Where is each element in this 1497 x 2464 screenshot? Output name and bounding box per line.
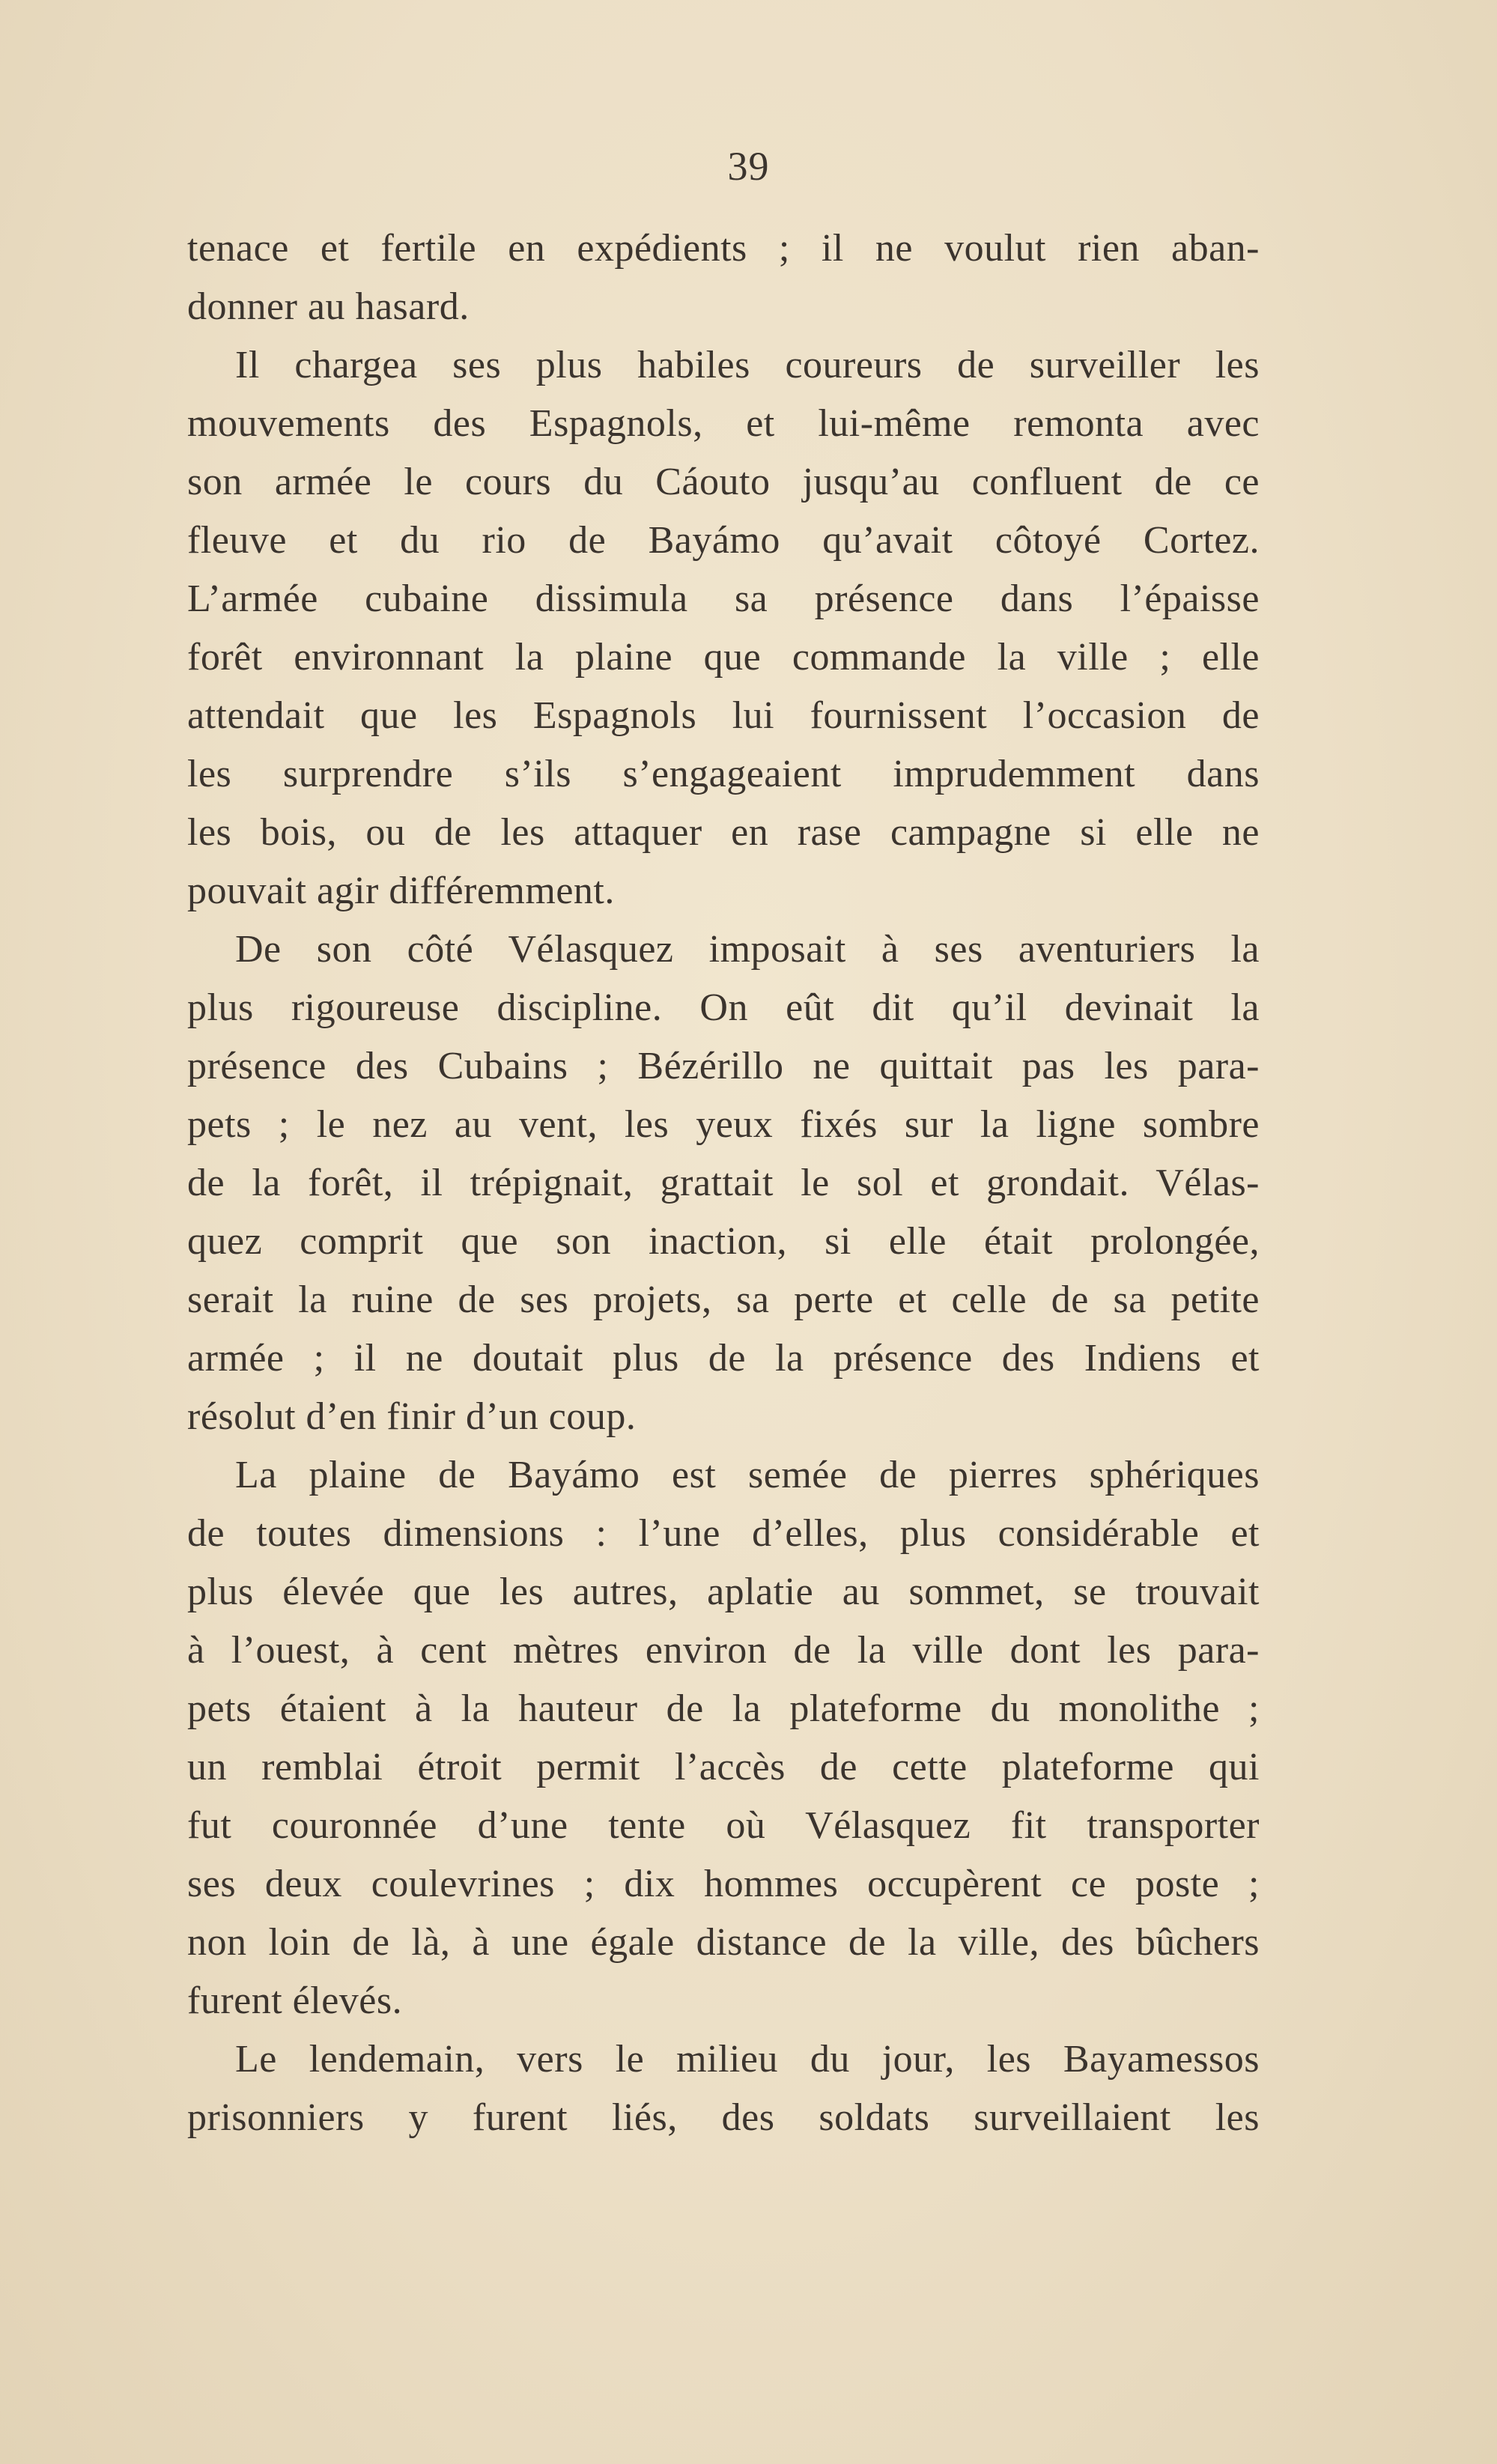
text-line: quez comprit que son inaction, si elle était prolongée, — [187, 1220, 1260, 1263]
text-line: armée ; il ne doutait plus de la présence des Indiens et — [187, 1337, 1260, 1380]
text-line: fut couronnée d’une tente où Vélasquez fit transporter — [187, 1804, 1260, 1847]
text-line: pets étaient à la hauteur de la plateforme du monolithe ; — [187, 1687, 1260, 1730]
text-line: résolut d’en finir d’un coup. — [187, 1395, 637, 1438]
text-line: De son côté Vélasquez imposait à ses aventuriers la — [235, 928, 1260, 971]
text-line: non loin de là, à une égale distance de la ville, des bûchers — [187, 1921, 1260, 1964]
text-line: plus rigoureuse discipline. On eût dit qu’il devinait la — [187, 986, 1260, 1029]
text-line: L’armée cubaine dissimula sa présence dans l’épaisse — [187, 577, 1260, 620]
text-line: de la forêt, il trépignait, grattait le sol et grondait. Vélas- — [187, 1162, 1260, 1204]
text-line: les surprendre s’ils s’engageaient imprudemment dans — [187, 753, 1260, 795]
text-line: son armée le cours du Cáouto jusqu’au confluent de ce — [187, 461, 1260, 503]
text-line: donner au hasard. — [187, 285, 470, 328]
text-line: La plaine de Bayámo est semée de pierres sphériques — [235, 1454, 1260, 1496]
text-line: de toutes dimensions : l’une d’elles, plus considérable et — [187, 1512, 1260, 1555]
text-line: pets ; le nez au vent, les yeux fixés sur la ligne sombre — [187, 1103, 1260, 1146]
text-line: à l’ouest, à cent mètres environ de la ville dont les para- — [187, 1629, 1260, 1672]
text-line: ses deux coulevrines ; dix hommes occupèrent ce poste ; — [187, 1863, 1260, 1905]
text-line: Le lendemain, vers le milieu du jour, les Bayamessos — [235, 2038, 1260, 2081]
text-line: Il chargea ses plus habiles coureurs de surveiller les — [235, 344, 1260, 386]
text-line: attendait que les Espagnols lui fournissent l’occasion de — [187, 694, 1260, 737]
text-line: plus élevée que les autres, aplatie au sommet, se trouvait — [187, 1571, 1260, 1613]
text-line: forêt environnant la plaine que commande la ville ; elle — [187, 636, 1260, 679]
text-line: les bois, ou de les attaquer en rase campagne si elle ne — [187, 811, 1260, 854]
text-line: mouvements des Espagnols, et lui-même remonta avec — [187, 402, 1260, 445]
text-line: furent élevés. — [187, 1979, 403, 2022]
text-line: un remblai étroit permit l’accès de cette plateforme qui — [187, 1746, 1260, 1788]
text-line: serait la ruine de ses projets, sa perte et celle de sa petite — [187, 1278, 1260, 1321]
text-line: tenace et fertile en expédients ; il ne voulut rien aban- — [187, 227, 1260, 270]
text-line: fleuve et du rio de Bayámo qu’avait côtoyé Cortez. — [187, 519, 1260, 562]
text-line: présence des Cubains ; Bézérillo ne quittait pas les para- — [187, 1045, 1260, 1087]
body-text — [187, 219, 1260, 2147]
page-number: 39 — [727, 144, 770, 189]
text-line: pouvait agir différemment. — [187, 870, 615, 912]
text-line: prisonniers y furent liés, des soldats surveillaient les — [187, 2096, 1260, 2139]
